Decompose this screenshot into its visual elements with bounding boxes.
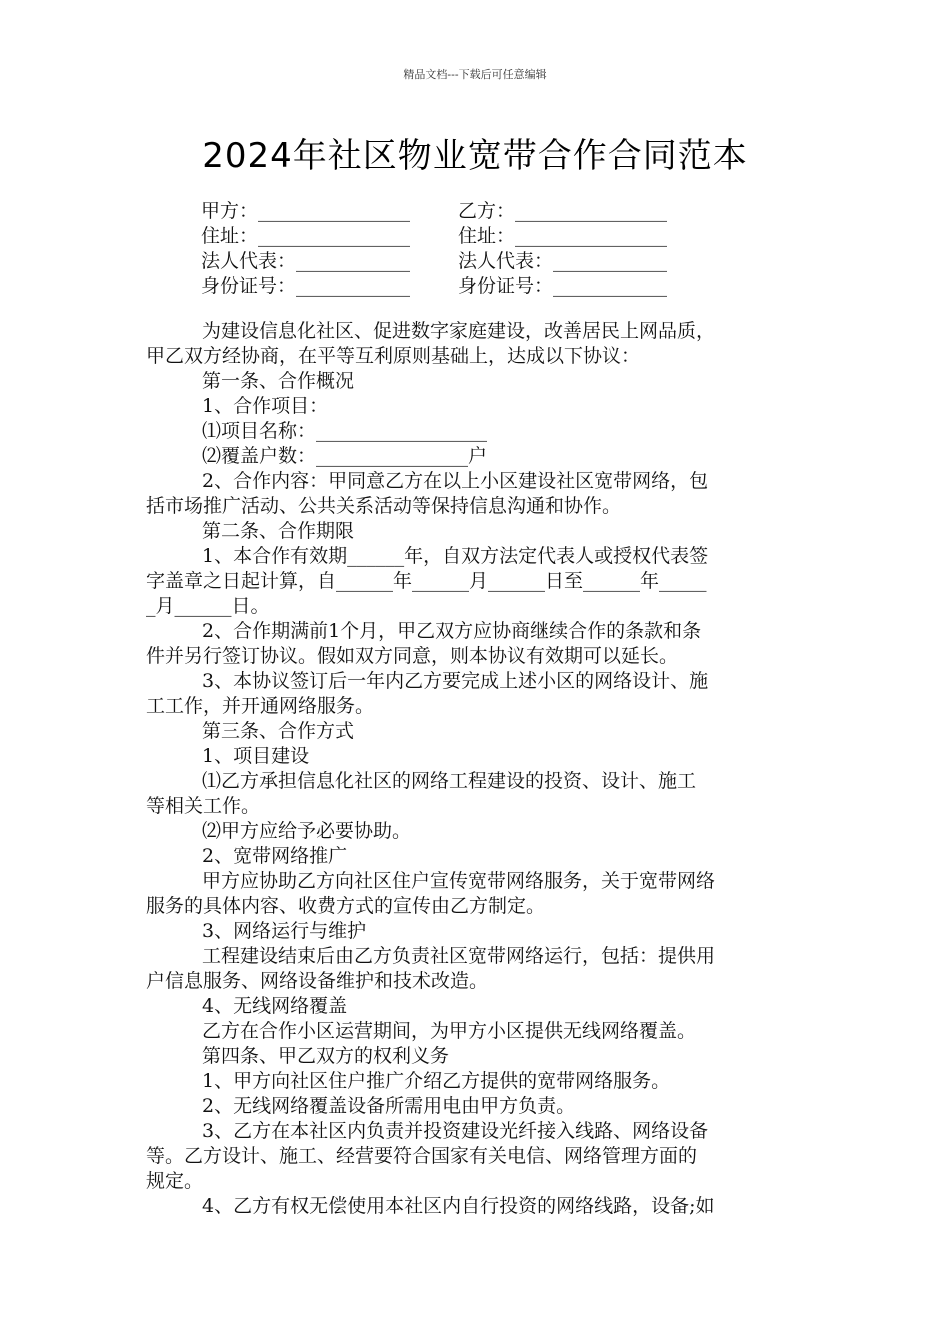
document-title: 2024年社区物业宽带合作合同范本 [202,136,748,176]
clause-line: 1、项目建设 [202,745,310,767]
intro-line: 为建设信息化社区、促进数字家庭建设，改善居民上网品质， [202,320,716,342]
party-representative-row [201,249,715,274]
clause-line: 等。乙方设计、施工、经营要符合国家有关电信、网络管理方面的 [146,1145,698,1167]
party-a-id-number: 身份证号：____________ [201,275,411,297]
clause-line: 工工作，并开通网络服务。 [146,695,375,717]
clause-line: 规定。 [146,1170,204,1192]
party-b-name: 乙方：________________ [458,200,668,222]
clause-line: 2、无线网络覆盖设备所需用电由甲方负责。 [202,1095,576,1117]
clause-line: 4、无线网络覆盖 [202,995,348,1017]
party-address-row [201,224,715,249]
party-b-address: 住址：________________ [458,225,668,247]
clause-line: 工程建设结束后由乙方负责社区宽带网络运行，包括：提供用 [202,945,716,967]
clause-line: 2、合作内容：甲同意乙方在以上小区建设社区宽带网络，包 [202,470,709,492]
clause-line: 乙方在合作小区运营期间，为甲方小区提供无线网络覆盖。 [202,1020,697,1042]
party-id-row [201,274,715,299]
clause-line: 3、乙方在本社区内负责并投资建设光纤接入线路、网络设备 [202,1120,709,1142]
intro-line: 甲乙双方经协商，在平等互利原则基础上，达成以下协议： [146,345,641,367]
clause-line: ⑵甲方应给予必要协助。 [202,820,412,842]
party-b-representative: 法人代表：____________ [458,250,668,272]
article-heading: 第三条、合作方式 [202,720,355,742]
party-name-row [201,199,715,224]
clause-line: 括市场推广活动、公共关系活动等保持信息沟通和协作。 [146,495,622,517]
clause-line: 字盖章之日起计算，自______年______月______日至______年_____ [146,570,707,592]
contract-body [146,319,808,1219]
article-heading: 第四条、甲乙双方的权利义务 [202,1045,450,1067]
party-b-id-number: 身份证号：____________ [458,275,668,297]
clause-line: 1、合作项目： [202,395,329,417]
clause-line: 1、甲方向社区住户推广介绍乙方提供的宽带网络服务。 [202,1070,671,1092]
clause-line: 3、本协议签订后一年内乙方要完成上述小区的网络设计、施 [202,670,709,692]
clause-line: ⑵覆盖户数：________________户 [202,445,488,467]
clause-line: _月______日。 [146,595,270,617]
clause-line: 4、乙方有权无偿使用本社区内自行投资的网络线路，设备;如 [202,1195,715,1217]
clause-line: 1、本合作有效期______年，自双方法定代表人或授权代表签 [202,545,709,567]
party-a-name: 甲方：________________ [201,200,411,222]
clause-line: ⑴项目名称：__________________ [202,420,488,442]
clause-line: 甲方应协助乙方向社区住户宣传宽带网络服务，关于宽带网络 [202,870,716,892]
article-heading: 第二条、合作期限 [202,520,355,542]
party-a-address: 住址：________________ [201,225,411,247]
article-heading: 第一条、合作概况 [202,370,355,392]
clause-line: 2、合作期满前1个月，甲乙双方应协商继续合作的条款和条 [202,620,702,642]
clause-line: ⑴乙方承担信息化社区的网络工程建设的投资、设计、施工 [202,770,697,792]
clause-line: 3、网络运行与维护 [202,920,367,942]
clause-line: 等相关工作。 [146,795,261,817]
clause-line: 2、宽带网络推广 [202,845,348,867]
party-a-representative: 法人代表：____________ [201,250,411,272]
clause-line: 件并另行签订协议。假如双方同意，则本协议有效期可以延长。 [146,645,679,667]
clause-line: 户信息服务、网络设备维护和技术改造。 [146,970,489,992]
clause-line: 服务的具体内容、收费方式的宣传由乙方制定。 [146,895,546,917]
party-info-block [201,199,715,299]
page-header: 精品文档---下载后可任意编辑 [403,68,547,81]
